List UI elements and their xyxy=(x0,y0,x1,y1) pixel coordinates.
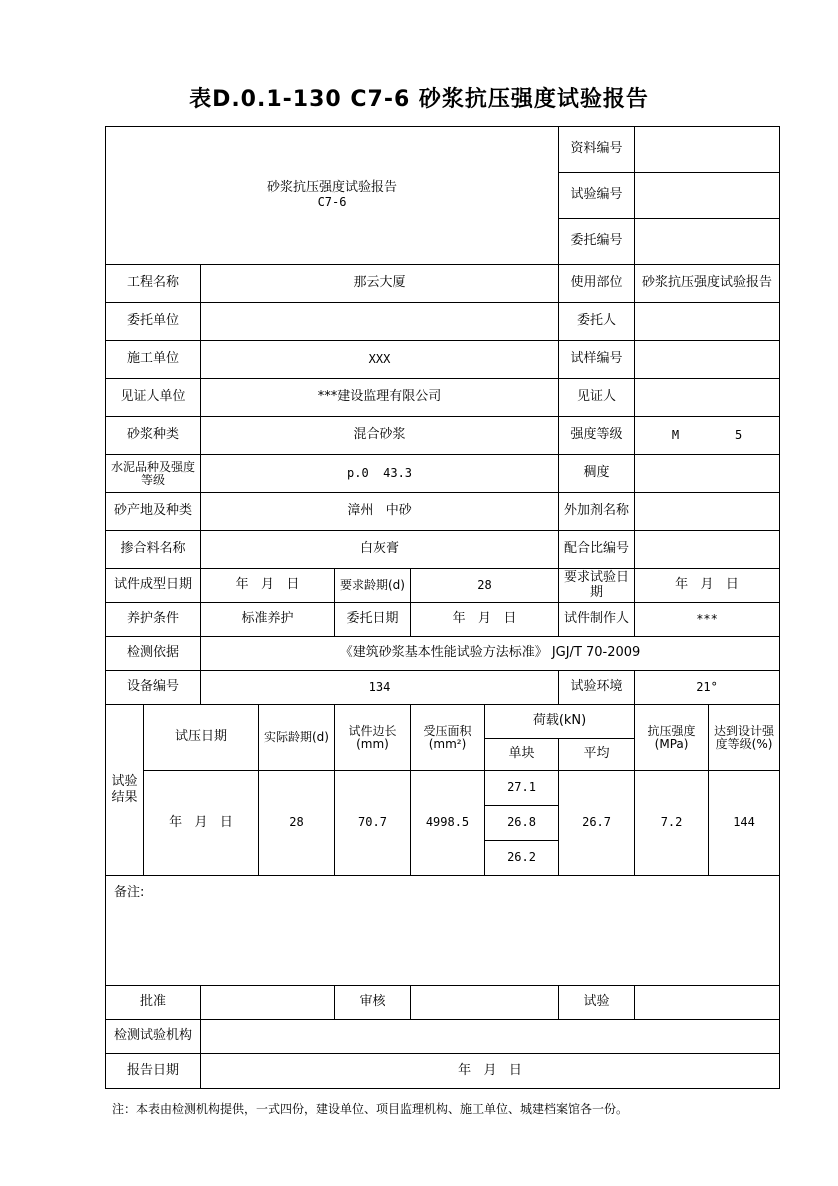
form-name: 砂浆抗压强度试验报告 C7-6 xyxy=(106,127,559,265)
project-label: 工程名称 xyxy=(106,265,201,303)
consistency-label: 稠度 xyxy=(559,455,635,493)
basis-value: 《建筑砂浆基本性能试验方法标准》 JGJ/T 70-2009 xyxy=(201,637,780,671)
review-field xyxy=(411,986,559,1020)
blend-label: 掺合料名称 xyxy=(106,531,201,569)
maker-value: *** xyxy=(635,603,780,637)
result-single-3: 26.2 xyxy=(485,841,559,876)
client-unit-label: 委托单位 xyxy=(106,303,201,341)
witness-value xyxy=(635,379,780,417)
result-strength: 7.2 xyxy=(635,771,709,876)
test-no-label: 试验编号 xyxy=(559,173,635,219)
witness-unit-value: ***建设监理有限公司 xyxy=(201,379,559,417)
th-design-ratio: 达到设计强度等级(%) xyxy=(709,705,780,771)
data-no-label: 资料编号 xyxy=(559,127,635,173)
cement-label: 水泥品种及强度等级 xyxy=(106,455,201,493)
curing-value: 标准养护 xyxy=(201,603,335,637)
basis-label: 检测依据 xyxy=(106,637,201,671)
witness-unit-label: 见证人单位 xyxy=(106,379,201,417)
org-label: 检测试验机构 xyxy=(106,1020,201,1054)
report-date-label: 报告日期 xyxy=(106,1054,201,1089)
report-date-value: 年 月 日 xyxy=(201,1054,780,1089)
mix-no-label: 配合比编号 xyxy=(559,531,635,569)
grade-value: M 5 xyxy=(635,417,780,455)
review-label: 审核 xyxy=(335,986,411,1020)
result-date: 年 月 日 xyxy=(144,771,259,876)
blend-value: 白灰膏 xyxy=(201,531,559,569)
test-label: 试验 xyxy=(559,986,635,1020)
admixture-value xyxy=(635,493,780,531)
commission-date-value: 年 月 日 xyxy=(411,603,559,637)
commission-date-label: 委托日期 xyxy=(335,603,411,637)
commission-no-label: 委托编号 xyxy=(559,219,635,265)
footnote: 注：本表由检测机构提供，一式四份，建设单位、项目监理机构、施工单位、城建档案馆各一份。 xyxy=(112,1102,629,1116)
equip-label: 设备编号 xyxy=(106,671,201,705)
curing-label: 养护条件 xyxy=(106,603,201,637)
th-single: 单块 xyxy=(485,739,559,771)
result-single-2: 26.8 xyxy=(485,806,559,841)
use-part-label: 使用部位 xyxy=(559,265,635,303)
use-part-value: 砂浆抗压强度试验报告 xyxy=(635,265,780,303)
env-value: 21° xyxy=(635,671,780,705)
sand-value: 漳州 中砂 xyxy=(201,493,559,531)
mortar-type-value: 混合砂浆 xyxy=(201,417,559,455)
approve-field xyxy=(201,986,335,1020)
th-actual-age: 实际龄期(d) xyxy=(259,705,335,771)
th-load: 荷载(kN) xyxy=(485,705,635,739)
client-label: 委托人 xyxy=(559,303,635,341)
result-single-1: 27.1 xyxy=(485,771,559,806)
req-age-label: 要求龄期(d) xyxy=(335,569,411,603)
page-title: 表D.0.1-130 C7-6 砂浆抗压强度试验报告 xyxy=(189,87,649,112)
data-no-field xyxy=(635,127,780,173)
req-test-date-value: 年 月 日 xyxy=(635,569,780,603)
result-age: 28 xyxy=(259,771,335,876)
witness-label: 见证人 xyxy=(559,379,635,417)
sample-no-value xyxy=(635,341,780,379)
results-section-label: 试验结果 xyxy=(106,705,144,876)
req-test-date-label: 要求试验日期 xyxy=(559,569,635,603)
th-side-length: 试件边长(mm) xyxy=(335,705,411,771)
org-field xyxy=(201,1020,780,1054)
result-side: 70.7 xyxy=(335,771,411,876)
maker-label: 试件制作人 xyxy=(559,603,635,637)
th-strength: 抗压强度(MPa) xyxy=(635,705,709,771)
client-unit-value xyxy=(201,303,559,341)
env-label: 试验环境 xyxy=(559,671,635,705)
sand-label: 砂产地及种类 xyxy=(106,493,201,531)
mix-no-value xyxy=(635,531,780,569)
construction-unit-label: 施工单位 xyxy=(106,341,201,379)
result-ratio: 144 xyxy=(709,771,780,876)
req-age-value: 28 xyxy=(411,569,559,603)
cement-value: p.0 43.3 xyxy=(201,455,559,493)
consistency-value xyxy=(635,455,780,493)
test-field xyxy=(635,986,780,1020)
construction-unit-value: XXX xyxy=(201,341,559,379)
report-form xyxy=(105,126,779,1089)
result-average: 26.7 xyxy=(559,771,635,876)
th-test-date: 试压日期 xyxy=(144,705,259,771)
mortar-type-label: 砂浆种类 xyxy=(106,417,201,455)
admixture-label: 外加剂名称 xyxy=(559,493,635,531)
approve-label: 批准 xyxy=(106,986,201,1020)
result-area: 4998.5 xyxy=(411,771,485,876)
remarks: 备注: xyxy=(106,876,780,986)
form-date-label: 试件成型日期 xyxy=(106,569,201,603)
commission-no-field xyxy=(635,219,780,265)
form-date-value: 年 月 日 xyxy=(201,569,335,603)
grade-label: 强度等级 xyxy=(559,417,635,455)
test-no-field xyxy=(635,173,780,219)
equip-value: 134 xyxy=(201,671,559,705)
sample-no-label: 试样编号 xyxy=(559,341,635,379)
th-average: 平均 xyxy=(559,739,635,771)
th-area: 受压面积(mm²) xyxy=(411,705,485,771)
client-value xyxy=(635,303,780,341)
project-value: 那云大厦 xyxy=(201,265,559,303)
